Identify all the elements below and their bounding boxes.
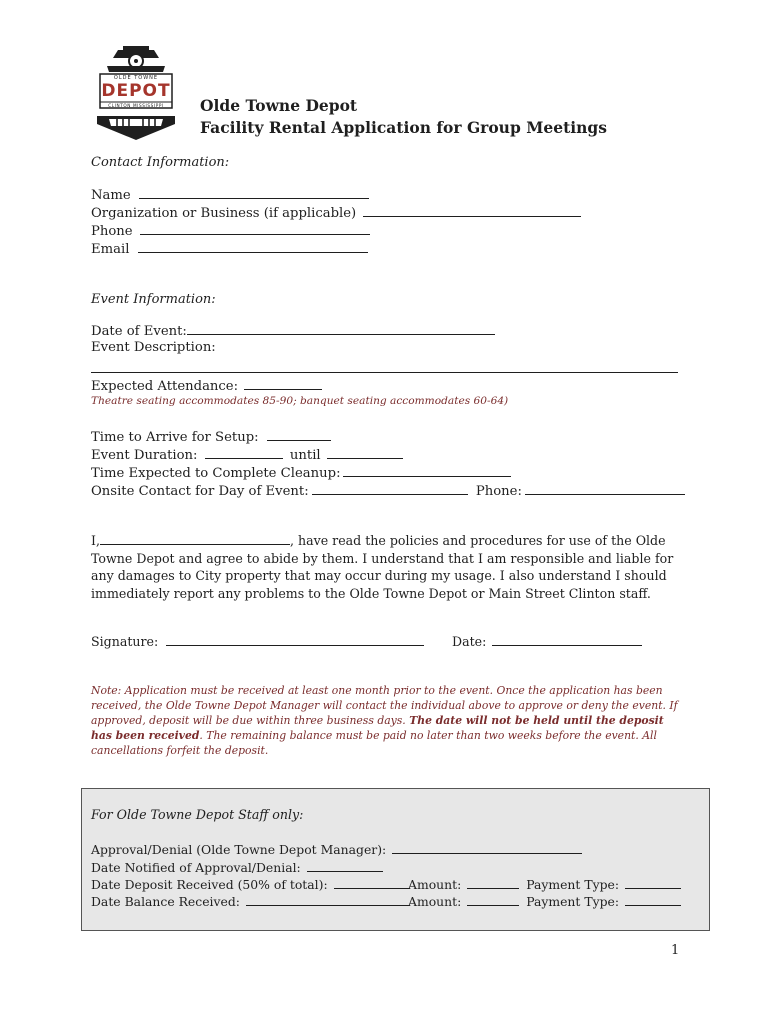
email-label: Email (91, 242, 130, 257)
logo-bottom-text: CLINTON MISSISSIPPI (108, 103, 164, 108)
contact-heading: Contact Information: (91, 155, 230, 170)
logo-main-text: DEPOT (101, 81, 171, 101)
seating-note: Theatre seating accommodates 85-90; banquet seating accommodates 60-64) (91, 395, 509, 407)
setup-field[interactable] (267, 428, 331, 441)
agreement-paragraph (91, 532, 681, 602)
note-bold-text: The date will not be held until the deposit has been received (91, 714, 664, 742)
agreement-text: , have read the policies and procedures for use of the Olde Towne Depot and agree to abide by them. I understand that I am responsible and liable for any damages to City property that may occur during my usage. I also understand I should immediately report any problems to the Olde Towne Depot or Main Street Clinton staff. (91, 533, 674, 601)
deposit-label: Date Deposit Received (50% of total): (91, 877, 328, 892)
balance-amount-label: Amount: (408, 894, 462, 909)
onsite-phone-field[interactable] (525, 482, 685, 495)
note-text-1: Note: Application must be received at least one month prior to the event. Once the application has been received, the Olde Towne Depot Manager will contact the individual above to approve or deny the event. If approved, deposit will be due within three business days. (91, 684, 678, 727)
balance-row (91, 893, 410, 909)
logo-top-text: OLDE TOWNE (113, 75, 159, 81)
application-note (91, 683, 683, 758)
page-title-line1: Olde Towne Depot (200, 96, 358, 115)
duration-start-field[interactable] (205, 446, 283, 459)
onsite-phone-label: Phone: (475, 484, 522, 499)
signature-label: Signature: (91, 634, 159, 649)
deposit-date-field[interactable] (334, 876, 410, 889)
attendance-field[interactable] (244, 377, 322, 390)
approval-label: Approval/Denial (Olde Towne Depot Manager): (91, 842, 387, 857)
cleanup-label: Time Expected to Complete Cleanup: (91, 466, 341, 481)
onsite-label: Onsite Contact for Day of Event: (91, 484, 309, 499)
balance-amount-row (408, 893, 681, 909)
duration-row (91, 446, 403, 463)
attendance-row (91, 377, 322, 394)
phone-label: Phone (91, 224, 133, 239)
deposit-row (91, 876, 410, 892)
deposit-amount-label: Amount: (408, 877, 462, 892)
name-label: Name (91, 188, 131, 203)
phone-row (91, 222, 370, 239)
phone-field[interactable] (140, 222, 370, 235)
event-date-field[interactable] (187, 322, 495, 335)
deposit-amount-field[interactable] (467, 876, 519, 889)
setup-row (91, 428, 331, 445)
org-label: Organization or Business (if applicable) (91, 206, 357, 221)
attendance-label: Expected Attendance: (91, 379, 239, 394)
name-row (91, 186, 369, 203)
event-heading: Event Information: (91, 292, 216, 307)
deposit-payment-type-label: Payment Type: (526, 877, 620, 892)
name-field[interactable] (139, 186, 369, 199)
depot-logo (93, 44, 179, 142)
agreement-prefix: I, (91, 533, 100, 548)
date-row (452, 633, 642, 649)
deposit-payment-type-field[interactable] (625, 876, 681, 889)
balance-label: Date Balance Received: (91, 894, 240, 909)
staff-only-box (81, 788, 710, 931)
deposit-amount-row (408, 876, 681, 892)
org-field[interactable] (363, 204, 581, 217)
duration-label: Event Duration: (91, 448, 198, 463)
email-row (91, 240, 368, 257)
agreement-name-field[interactable] (100, 533, 290, 545)
onsite-row (91, 482, 685, 499)
duration-end-field[interactable] (327, 446, 403, 459)
cleanup-row (91, 464, 511, 481)
event-date-row (91, 322, 495, 339)
signature-field[interactable] (166, 633, 424, 646)
note-text-2: . The remaining balance must be paid no later than two weeks before the event. All cancellations forfeit the deposit. (91, 729, 657, 757)
balance-payment-type-field[interactable] (625, 893, 681, 906)
page-number: 1 (671, 943, 680, 958)
balance-date-field[interactable] (246, 893, 410, 906)
date-label: Date: (452, 634, 487, 649)
notified-row (91, 859, 383, 875)
approval-row (91, 841, 582, 857)
balance-amount-field[interactable] (467, 893, 519, 906)
event-description-field[interactable] (91, 372, 678, 373)
approval-field[interactable] (392, 841, 582, 854)
balance-payment-type-label: Payment Type: (526, 894, 620, 909)
date-field[interactable] (492, 633, 642, 646)
org-row (91, 204, 581, 221)
cleanup-field[interactable] (343, 464, 511, 477)
page-title-line2: Facility Rental Application for Group Meetings (200, 118, 607, 137)
signature-row (91, 633, 424, 649)
event-description-label: Event Description: (91, 340, 216, 355)
until-label: until (289, 448, 321, 463)
notified-label: Date Notified of Approval/Denial: (91, 860, 301, 875)
onsite-contact-field[interactable] (312, 482, 468, 495)
notified-field[interactable] (307, 859, 383, 872)
email-field[interactable] (138, 240, 368, 253)
setup-label: Time to Arrive for Setup: (91, 430, 259, 445)
staff-heading: For Olde Towne Depot Staff only: (91, 807, 304, 822)
event-date-label: Date of Event: (91, 324, 187, 339)
